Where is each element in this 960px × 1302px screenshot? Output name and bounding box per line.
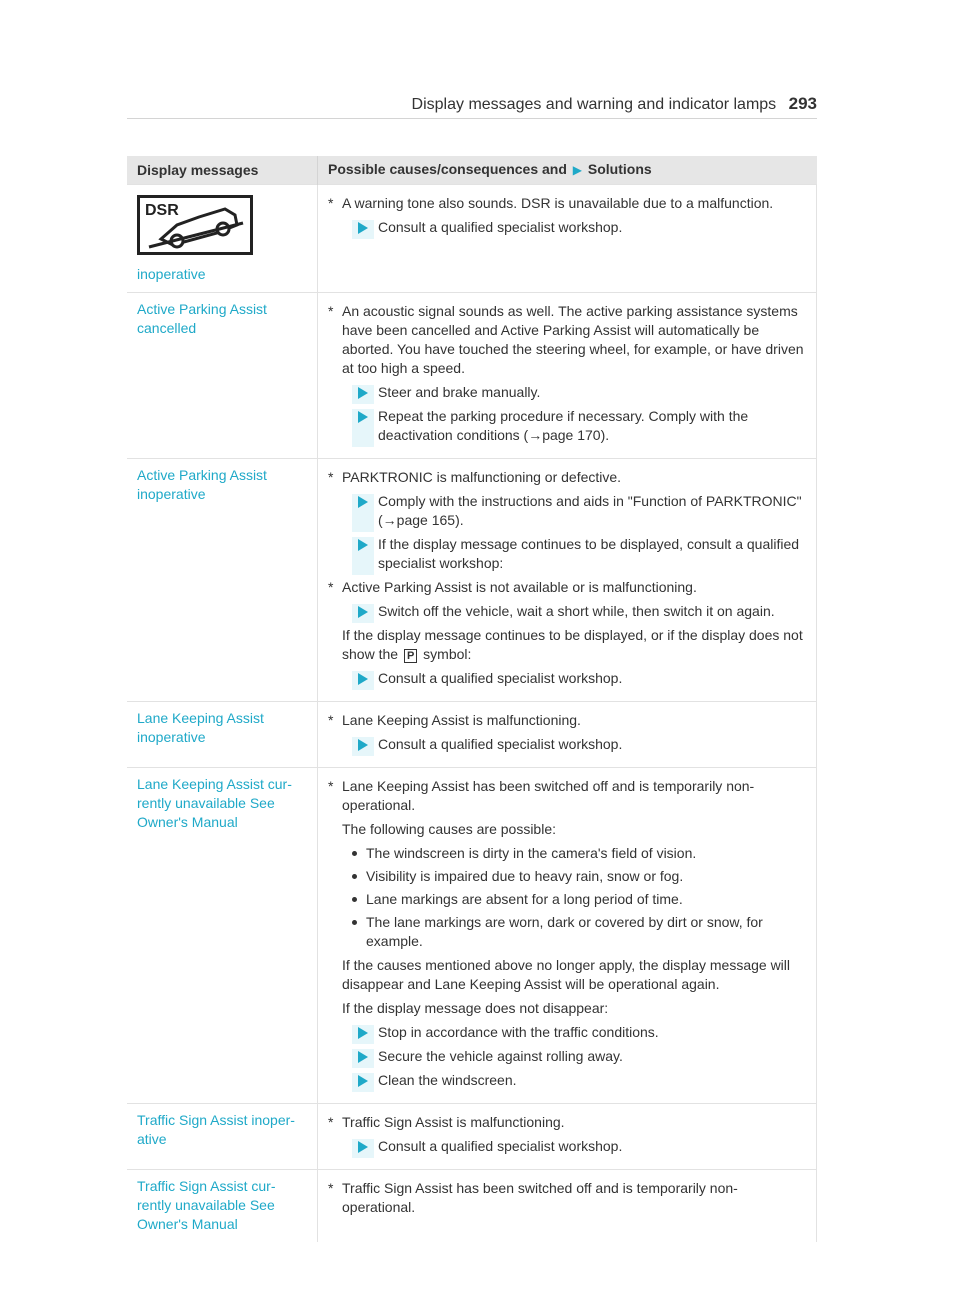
page-ref-arrow-icon: → xyxy=(528,427,543,443)
display-messages-table xyxy=(127,156,817,1242)
table-row xyxy=(127,293,817,459)
step-text: Comply with the instructions and aids in "Function of PARKTRONIC"( xyxy=(378,493,802,528)
cause-text: A warning tone also sounds. DSR is unavailable due to a malfunction. xyxy=(342,195,774,211)
table-row xyxy=(127,459,817,702)
message-line: Traffic Sign Assist cur- xyxy=(137,1178,276,1194)
note-paragraph xyxy=(342,626,806,664)
list-item xyxy=(352,890,806,909)
dsr-icon-label: DSR xyxy=(145,202,179,219)
step-arrow-icon xyxy=(352,1139,374,1158)
dsr-vehicle-on-slope-icon xyxy=(137,195,253,255)
table-row xyxy=(127,768,817,1104)
message-cell xyxy=(127,459,318,702)
step-arrow-icon xyxy=(352,1073,374,1092)
message-cell xyxy=(127,1170,318,1243)
step-text: Consult a qualified specialist workshop. xyxy=(378,736,623,752)
step-text: Clean the windscreen. xyxy=(378,1072,517,1088)
table-row xyxy=(127,1170,817,1243)
message-line: ative xyxy=(137,1131,167,1147)
step-arrow-icon xyxy=(352,220,374,239)
message-cell xyxy=(127,185,318,293)
step-arrow-icon xyxy=(352,537,374,575)
cause-item: * PARKTRONIC is malfunctioning or defective. xyxy=(328,469,622,485)
note-paragraph: The following causes are possible: xyxy=(342,821,557,837)
solution-step xyxy=(352,218,806,237)
solution-step xyxy=(352,1137,806,1156)
cause-item: * An acoustic signal sounds as well. The active parking assistance systems have been cancelled and Active Parking Assist will automatically be aborted. You have touched the steering wheel, for example, or have driven at too high a speed. xyxy=(328,303,804,376)
page-number: 293 xyxy=(788,94,817,113)
list-item xyxy=(352,913,806,951)
cause-item: * Traffic Sign Assist is malfunctioning. xyxy=(328,1114,565,1130)
step-arrow-icon xyxy=(352,604,374,623)
solution-step xyxy=(352,492,806,530)
note-text: If the display message continues to be displayed, or if the display does not show the xyxy=(342,627,803,662)
step-text: Repeat the parking procedure if necessary. Comply with the deactivation conditions ( xyxy=(378,408,749,443)
step-arrow-icon xyxy=(352,409,374,447)
solution-step xyxy=(352,602,806,621)
list-item-text: Visibility is impaired due to heavy rain, snow or fog. xyxy=(366,868,684,884)
step-text: Switch off the vehicle, wait a short while, then switch it on again. xyxy=(378,603,775,619)
bullet-dot-icon xyxy=(352,897,357,902)
message-line: Lane Keeping Assist cur- xyxy=(137,776,292,792)
page-reference-link[interactable]: page 165). xyxy=(396,512,464,528)
step-arrow-icon xyxy=(352,385,374,404)
step-text: Consult a qualified specialist workshop. xyxy=(378,219,623,235)
solution-cell xyxy=(318,1104,817,1170)
cause-text: An acoustic signal sounds as well. The active parking assistance systems have been cancelled and Active Parking Assist will automatically be aborted. You have touched the steering wheel, for example, or have driven at too high a speed. xyxy=(342,303,804,376)
cause-text: Traffic Sign Assist is malfunctioning. xyxy=(342,1114,565,1130)
bullet-dot-icon xyxy=(352,874,357,879)
message-line: Owner's Manual xyxy=(137,814,238,830)
step-text: Steer and brake manually. xyxy=(378,384,541,400)
chapter-title: Display messages and warning and indicator lamps xyxy=(411,96,777,113)
column-header-display: Display messages xyxy=(127,156,318,185)
message-line: rently unavailable See xyxy=(137,795,275,811)
causes-header-label: Possible causes/consequences and xyxy=(328,161,567,177)
note-paragraph: If the display message does not disappear: xyxy=(342,1000,609,1016)
solution-cell xyxy=(318,702,817,768)
message-cell xyxy=(127,768,318,1104)
solution-step xyxy=(352,535,806,573)
step-arrow-icon xyxy=(352,671,374,690)
running-header xyxy=(412,94,817,114)
cause-text: Traffic Sign Assist has been switched off and is temporarily non-operational. xyxy=(342,1180,738,1215)
table-header-row xyxy=(127,156,817,185)
cause-item: * Lane Keeping Assist has been switched off and is temporarily non-operational. xyxy=(328,778,755,813)
list-item-text: The lane markings are worn, dark or covered by dirt or snow, for example. xyxy=(366,914,763,949)
step-arrow-icon xyxy=(352,1049,374,1068)
solution-cell xyxy=(318,459,817,702)
list-item xyxy=(352,867,806,886)
step-text: If the display message continues to be displayed, consult a qualified specialist workshop: xyxy=(378,536,800,571)
parking-p-symbol-icon: P xyxy=(404,649,417,663)
message-cell xyxy=(127,702,318,768)
step-text: Consult a qualified specialist workshop. xyxy=(378,670,623,686)
solution-cell xyxy=(318,768,817,1104)
cause-text: Lane Keeping Assist is malfunctioning. xyxy=(342,712,581,728)
cause-text: Lane Keeping Assist has been switched off and is temporarily non-operational. xyxy=(342,778,755,813)
solution-step xyxy=(352,669,806,688)
note-paragraph: If the causes mentioned above no longer apply, the display message will disappear and Lane Keeping Assist will be operational again. xyxy=(342,957,791,992)
cause-item: * Traffic Sign Assist has been switched off and is temporarily non-operational. xyxy=(328,1180,738,1215)
solution-step xyxy=(352,1071,806,1090)
message-line: Active Parking Assist xyxy=(137,467,267,483)
step-arrow-icon xyxy=(352,737,374,756)
table-row xyxy=(127,185,817,293)
table-row xyxy=(127,702,817,768)
bullet-dot-icon xyxy=(352,851,357,856)
message-cell xyxy=(127,293,318,459)
step-arrow-icon xyxy=(352,1025,374,1044)
solution-step xyxy=(352,1023,806,1042)
note-text: symbol: xyxy=(423,646,472,662)
step-text: Consult a qualified specialist workshop. xyxy=(378,1138,623,1154)
cause-text: PARKTRONIC is malfunctioning or defective. xyxy=(342,469,622,485)
list-item xyxy=(352,844,806,863)
solution-step xyxy=(352,383,806,402)
message-line: inoperative xyxy=(137,486,206,502)
cause-item: * Lane Keeping Assist is malfunctioning. xyxy=(328,712,581,728)
message-line: inoperative xyxy=(137,729,206,745)
header-rule xyxy=(127,118,817,119)
solution-cell xyxy=(318,1170,817,1243)
cause-item: * Active Parking Assist is not available or is malfunctioning. xyxy=(328,579,697,595)
message-line: Owner's Manual xyxy=(137,1216,238,1232)
solution-step xyxy=(352,735,806,754)
step-text: Stop in accordance with the traffic conditions. xyxy=(378,1024,659,1040)
bullet-dot-icon xyxy=(352,920,357,925)
message-line: rently unavailable See xyxy=(137,1197,275,1213)
solution-step xyxy=(352,1047,806,1066)
table-row xyxy=(127,1104,817,1170)
page-ref-arrow-icon: → xyxy=(382,512,397,528)
solution-arrow-icon: ▶ xyxy=(572,163,583,177)
cause-text: Active Parking Assist is not available or is malfunctioning. xyxy=(342,579,697,595)
step-text: Secure the vehicle against rolling away. xyxy=(378,1048,623,1064)
column-header-causes xyxy=(318,156,817,185)
message-line: Active Parking Assist xyxy=(137,301,267,317)
message-line: cancelled xyxy=(137,320,197,336)
solutions-header-label: Solutions xyxy=(587,161,652,177)
list-item-text: The windscreen is dirty in the camera's field of vision. xyxy=(366,845,697,861)
step-arrow-icon xyxy=(352,494,374,532)
solution-cell xyxy=(318,293,817,459)
cause-item: * A warning tone also sounds. DSR is unavailable due to a malfunction. xyxy=(328,195,774,211)
message-line: Lane Keeping Assist xyxy=(137,710,264,726)
solution-cell xyxy=(318,185,817,293)
message-text: inoperative xyxy=(137,266,206,282)
message-line: Traffic Sign Assist inoper- xyxy=(137,1112,295,1128)
list-item-text: Lane markings are absent for a long period of time. xyxy=(366,891,683,907)
page-reference-link[interactable]: page 170). xyxy=(542,427,610,443)
message-cell xyxy=(127,1104,318,1170)
solution-step xyxy=(352,407,806,445)
